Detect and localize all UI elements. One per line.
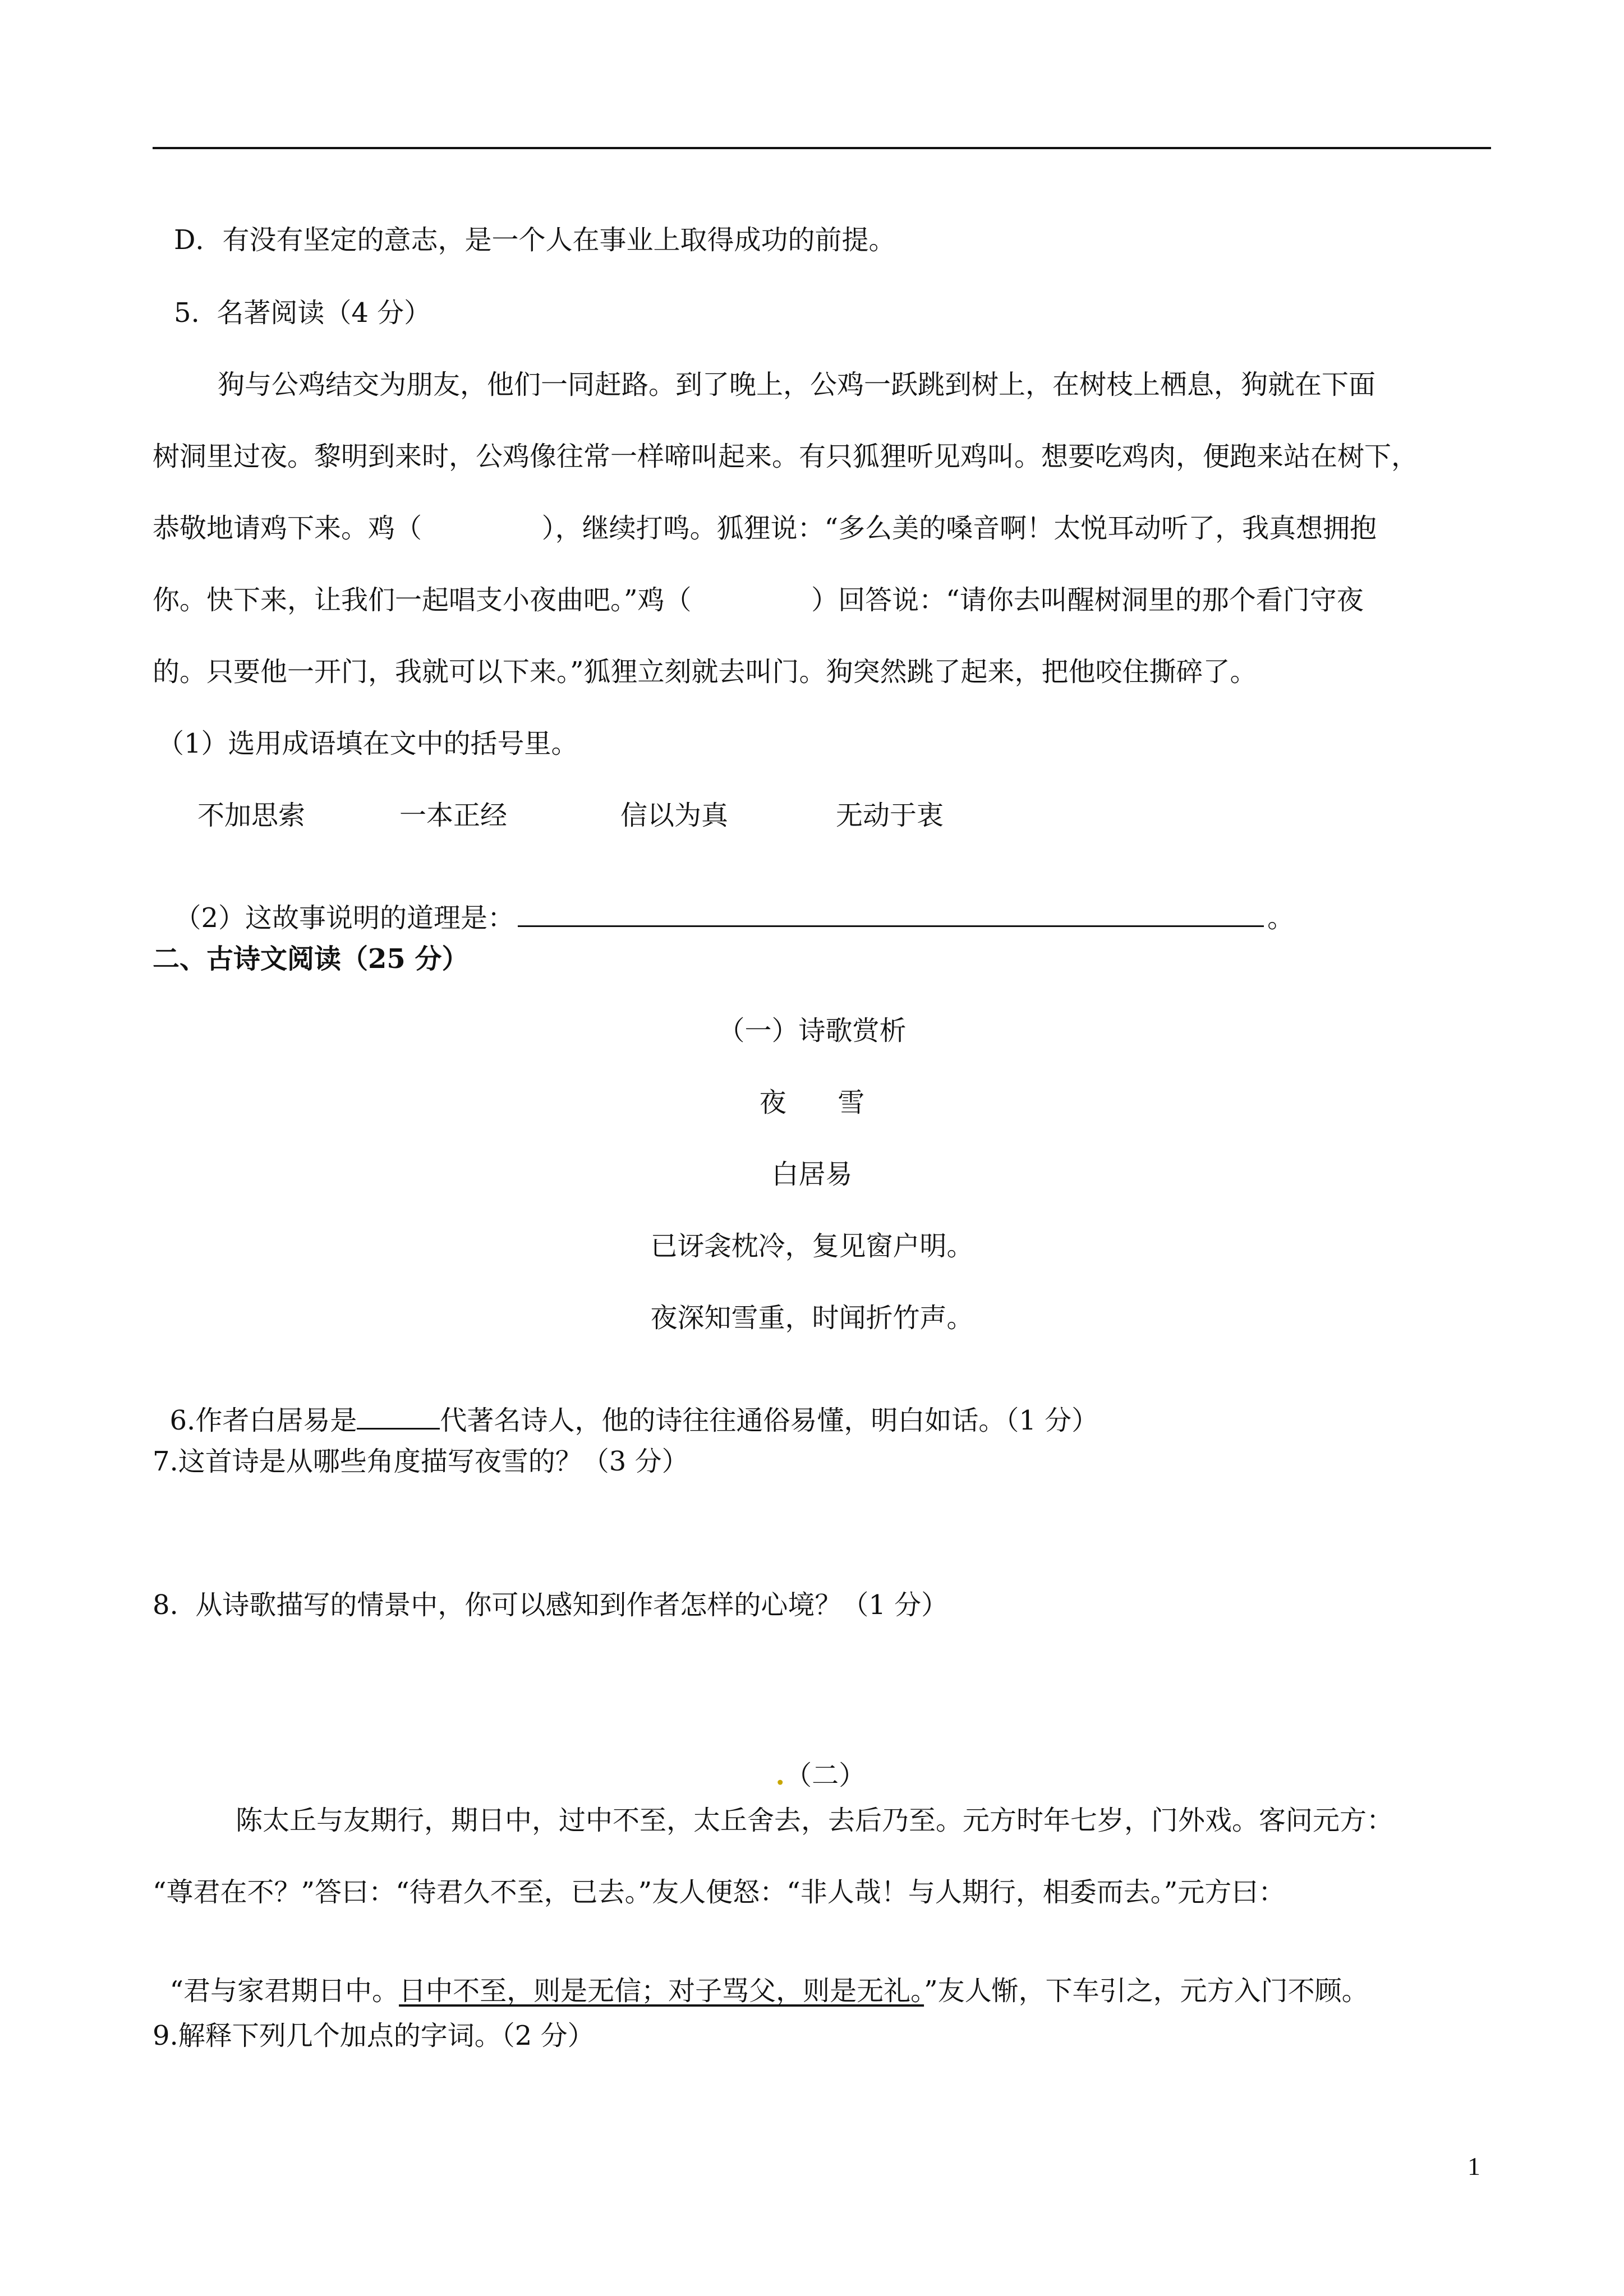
idiom-option: 信以为真 <box>620 800 729 831</box>
answer-blank[interactable] <box>518 901 1264 927</box>
answer-blank[interactable] <box>357 1403 440 1430</box>
question-6-suffix: 代著名诗人，他的诗往往通俗易懂，明白如话。（1 分） <box>440 1405 1099 1436</box>
section-2-title: 二、古诗文阅读（25 分） <box>153 943 469 975</box>
story-line-3: 恭敬地请鸡下来。鸡（ ），继续打鸣。狐狸说：“多么美的嗓音啊！太悦耳动听了，我真想拥抱 <box>153 513 1377 544</box>
idiom-option: 无动于衷 <box>836 800 944 831</box>
page-number: 1 <box>1467 2152 1480 2180</box>
question-8: 8. 从诗歌描写的情景中，你可以感知到作者怎样的心境？（1 分） <box>153 1589 949 1621</box>
question-5-1: （1）选用成语填在文中的括号里。 <box>157 728 578 759</box>
question-5-2-suffix: 。 <box>1267 902 1295 934</box>
passage-line-3-a: “君与家君期日中。 <box>169 1975 399 2007</box>
idiom-option: 不加思索 <box>197 800 306 831</box>
header-rule <box>153 147 1491 149</box>
poem-line-1: 已讶衾枕冷，复见窗户明。 <box>650 1230 974 1262</box>
underlined-sentence: 日中不至，则是无信；对子骂父，则是无礼。 <box>399 1975 924 2007</box>
story-line-2: 树洞里过夜。黎明到来时，公鸡像往常一样啼叫起来。有只狐狸听见鸡叫。想要吃鸡肉，便跑来站在树下， <box>153 441 1419 472</box>
question-6 <box>153 1376 1098 1434</box>
question-5-title: 5. 名著阅读（4 分） <box>174 297 431 329</box>
story-line-1: 狗与公鸡结交为朋友，他们一同赶路。到了晚上，公鸡一跃跳到树上，在树枝上栖息，狗就在下面 <box>218 369 1376 400</box>
part-2-label: （二） <box>785 1760 866 1791</box>
passage-line-3-c: ”友人惭，下车引之，元方入门不顾。 <box>924 1975 1369 2007</box>
part-2-dot: . <box>775 1760 785 1791</box>
question-6-prefix: 6.作者白居易是 <box>169 1405 357 1436</box>
passage-line-3 <box>153 1951 1369 2007</box>
poem-line-2: 夜深知雪重，时闻折竹声。 <box>650 1302 974 1334</box>
question-5-2 <box>157 874 1294 932</box>
story-line-4: 你。快下来，让我们一起唱支小夜曲吧。”鸡（ ）回答说：“请你去叫醒树洞里的那个看门守夜 <box>153 584 1364 616</box>
poem-author: 白居易 <box>771 1159 853 1190</box>
poem-title: 夜 雪 <box>759 1087 865 1118</box>
passage-line-1: 陈太丘与友期行，期日中，过中不至，太丘舍去，去后乃至。元方时年七岁，门外戏。客问元方： <box>236 1805 1394 1836</box>
story-line-5: 的。只要他一开门，我就可以下来。”狐狸立刻就去叫门。狗突然跳了起来，把他咬住撕碎了。 <box>153 656 1257 688</box>
part-2-title <box>0 1735 1624 1789</box>
question-5-2-prefix: （2）这故事说明的道理是： <box>174 902 515 934</box>
poem-subtitle: （一）诗歌赏析 <box>717 1015 907 1046</box>
question-9: 9.解释下列几个加点的字词。（2 分） <box>153 2020 595 2051</box>
idiom-option: 一本正经 <box>399 800 508 831</box>
passage-line-2: “尊君在不？”答曰：“待君久不至，已去。”友人便怒：“非人哉！与人期行，相委而去。”元方曰： <box>153 1877 1286 1908</box>
option-d: D．有没有坚定的意志，是一个人在事业上取得成功的前提。 <box>174 224 896 256</box>
question-7: 7.这首诗是从哪些角度描写夜雪的？（3 分） <box>153 1446 689 1477</box>
